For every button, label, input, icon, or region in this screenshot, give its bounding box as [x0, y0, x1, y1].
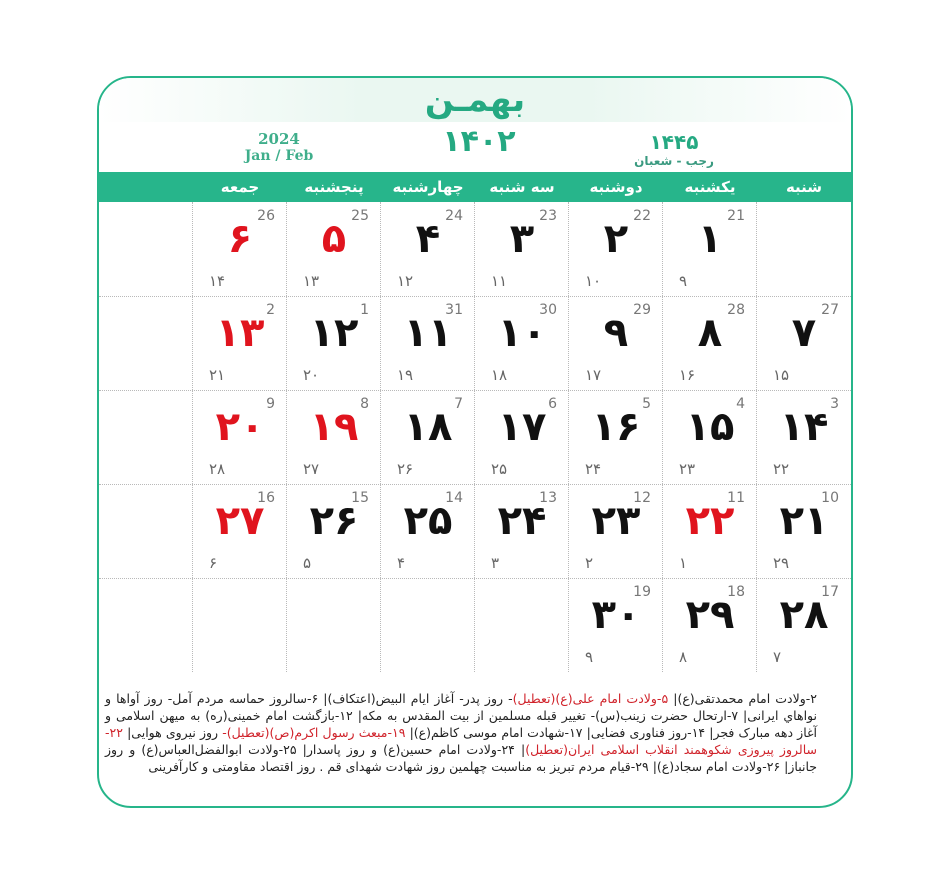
hijri-day: ۲۱ — [209, 366, 226, 384]
day-number: ۳۰ — [591, 592, 641, 638]
day-number: ۱۵ — [685, 404, 735, 450]
gregorian-day: 21 — [727, 208, 745, 224]
holiday-day-number: ۲۲ — [685, 498, 735, 544]
day-cell — [475, 296, 569, 390]
month-title: بهمـن — [424, 80, 526, 120]
gregorian-day: 6 — [548, 396, 557, 412]
gregorian-day: 22 — [633, 208, 651, 224]
hijri-day: ۱۰ — [585, 272, 602, 290]
gregorian-day: 13 — [539, 490, 557, 506]
day-number: ۸ — [697, 310, 723, 356]
gregorian-day: 31 — [445, 302, 463, 318]
day-cell — [287, 296, 381, 390]
hijri-day: ۹ — [585, 648, 594, 666]
holiday-day-number: ۶ — [227, 216, 253, 262]
calendar-card — [97, 76, 853, 808]
hijri-header — [619, 130, 729, 168]
day-number: ۲ — [603, 216, 629, 262]
day-cell — [757, 484, 851, 578]
day-number: ۲۱ — [779, 498, 829, 544]
gregorian-day: 29 — [633, 302, 651, 318]
hijri-day: ۱۸ — [491, 366, 508, 384]
day-number: ۳ — [509, 216, 535, 262]
gregorian-year: 2024 — [258, 130, 300, 148]
gregorian-day: 16 — [257, 490, 275, 506]
gregorian-day: 27 — [821, 302, 839, 318]
day-cell — [757, 390, 851, 484]
day-cell — [569, 202, 663, 296]
hijri-day: ۵ — [303, 554, 312, 572]
gregorian-day: 9 — [266, 396, 275, 412]
day-number: ۲۹ — [685, 592, 735, 638]
day-cell — [757, 578, 851, 672]
hijri-day: ۳ — [491, 554, 500, 572]
gregorian-day: 25 — [351, 208, 369, 224]
hijri-day: ۴ — [397, 554, 406, 572]
day-number: ۲۴ — [497, 498, 547, 544]
gregorian-day: 11 — [727, 490, 745, 506]
day-number: ۲۸ — [779, 592, 829, 638]
gregorian-day: 28 — [727, 302, 745, 318]
day-number: ۱۸ — [403, 404, 453, 450]
day-number: ۱۲ — [309, 310, 359, 356]
gregorian-day: 4 — [736, 396, 745, 412]
hijri-day: ۱۷ — [585, 366, 602, 384]
day-grid — [99, 202, 851, 672]
holiday-note: ۱۹-مبعث رسول اکرم(ص)(تعطیل)- — [222, 725, 406, 740]
holiday-note: ۲۲-سالروز پیروزی شکوهمند انقلاب اسلامی ایران(تعطیل) — [105, 725, 817, 757]
gregorian-day: 17 — [821, 584, 839, 600]
weekday-saturday: شنبه — [785, 178, 823, 196]
hijri-year: ۱۴۴۵ — [649, 130, 699, 154]
hijri-day: ۲ — [585, 554, 594, 572]
day-number: ۴ — [415, 216, 441, 262]
hijri-day: ۲۷ — [303, 460, 320, 478]
gregorian-day: 1 — [360, 302, 369, 318]
day-cell — [663, 296, 757, 390]
day-number: ۱۰ — [497, 310, 547, 356]
holiday-note: ۵-ولادت امام علی(ع)(تعطیل) — [512, 691, 669, 706]
shamsi-year: ۱۴۰۲ — [442, 124, 516, 159]
hijri-day: ۲۰ — [303, 366, 320, 384]
gregorian-day: 14 — [445, 490, 463, 506]
day-cell — [193, 484, 287, 578]
hijri-day: ۲۲ — [773, 460, 790, 478]
day-cell — [569, 578, 663, 672]
holiday-day-number: ۵ — [321, 216, 347, 262]
hijri-months: رجب - شعبان — [634, 154, 714, 168]
day-cell — [757, 296, 851, 390]
weekday-sunday: یکشنبه — [684, 178, 736, 196]
hijri-day: ۶ — [209, 554, 218, 572]
hijri-day: ۹ — [679, 272, 688, 290]
weekday-monday: دوشنبه — [589, 178, 643, 196]
gregorian-day: 2 — [266, 302, 275, 318]
hijri-day: ۲۵ — [491, 460, 508, 478]
hijri-day: ۲۸ — [209, 460, 226, 478]
day-cell — [569, 484, 663, 578]
hijri-day: ۱ — [679, 554, 688, 572]
hijri-day: ۲۶ — [397, 460, 414, 478]
gregorian-day: 30 — [539, 302, 557, 318]
holiday-day-number: ۲۰ — [215, 404, 265, 450]
day-number: ۲۵ — [403, 498, 453, 544]
hijri-day: ۸ — [679, 648, 688, 666]
occasion-note: | ۲۴-ولادت امام حسین(ع) و روز پاسدار| ۲۵-ولادت ابوالفضل‌العباس(ع) و روز جانباز| ۲۶-ولادت امام سجاد(ع)| ۲۹-قیام مردم تبریز به مناسبت چهلمین روز شهادت شهدای قم . روز اقتصاد مقاومتی و کارآفرینی — [105, 742, 817, 774]
day-cell — [193, 296, 287, 390]
day-cell — [475, 390, 569, 484]
hijri-day: ۲۴ — [585, 460, 602, 478]
day-number: ۱ — [697, 216, 723, 262]
day-cell — [569, 390, 663, 484]
occasion-note: - روز پدر- آغاز ایام البیض(اعتکاف)| ۶-سالروز حماسه مردم آمل- روز آواها و نواهاي ایرانی| ۷-ارتحال حضرت زینب(س)- تغییر قبله مسلمین از بیت المقدس به مکه| ۱۲-بازگشت امام خمینی(ره) به میهن اسلامی و آغاز دهه مبارک فجر| ۱۴-روز فناوری فضایی| ۱۷-شهادت امام موسی کاظم(ع)| — [105, 691, 818, 740]
hijri-day: ۱۶ — [679, 366, 696, 384]
day-cell — [381, 390, 475, 484]
occasions-notes — [105, 690, 817, 775]
hijri-day: ۱۲ — [397, 272, 414, 290]
day-cell — [381, 296, 475, 390]
hijri-day: ۱۴ — [209, 272, 226, 290]
day-cell — [569, 296, 663, 390]
gregorian-day: 7 — [454, 396, 463, 412]
day-number: ۹ — [603, 310, 629, 356]
gregorian-day: 8 — [360, 396, 369, 412]
day-cell — [381, 202, 475, 296]
gregorian-day: 12 — [633, 490, 651, 506]
weekday-thursday: پنجشنبه — [304, 178, 364, 196]
hijri-day: ۲۹ — [773, 554, 790, 572]
day-number: ۲۳ — [591, 498, 641, 544]
day-cell — [193, 390, 287, 484]
gregorian-header — [219, 130, 339, 164]
day-cell — [381, 484, 475, 578]
gregorian-day: 3 — [830, 396, 839, 412]
weekday-friday: جمعه — [220, 178, 260, 196]
day-cell — [193, 202, 287, 296]
hijri-day: ۱۵ — [773, 366, 790, 384]
gregorian-day: 5 — [642, 396, 651, 412]
day-cell — [663, 484, 757, 578]
day-cell — [663, 390, 757, 484]
gregorian-day: 26 — [257, 208, 275, 224]
day-number: ۷ — [791, 310, 817, 356]
holiday-day-number: ۱۹ — [309, 404, 359, 450]
occasion-note: ۲-ولادت امام محمدتقی(ع)| — [668, 691, 818, 706]
day-number: ۲۶ — [309, 498, 359, 544]
weekday-wednesday: چهارشنبه — [392, 178, 464, 196]
day-cell — [663, 202, 757, 296]
day-cell — [475, 202, 569, 296]
gregorian-months: Jan / Feb — [244, 148, 314, 164]
gregorian-day: 15 — [351, 490, 369, 506]
day-cell — [663, 578, 757, 672]
day-number: ۱۴ — [779, 404, 829, 450]
hijri-day: ۷ — [773, 648, 782, 666]
day-cell — [287, 202, 381, 296]
day-number: ۱۱ — [403, 310, 453, 356]
day-cell — [475, 484, 569, 578]
gregorian-day: 19 — [633, 584, 651, 600]
day-number: ۱۶ — [591, 404, 641, 450]
day-number: ۱۷ — [497, 404, 547, 450]
hijri-day: ۱۹ — [397, 366, 414, 384]
hijri-day: ۱۱ — [491, 272, 508, 290]
gregorian-day: 10 — [821, 490, 839, 506]
hijri-day: ۱۳ — [303, 272, 320, 290]
gregorian-day: 18 — [727, 584, 745, 600]
occasion-note: روز نیروی هوایی| — [122, 725, 223, 740]
gregorian-day: 24 — [445, 208, 463, 224]
holiday-day-number: ۱۳ — [215, 310, 265, 356]
hijri-day: ۲۳ — [679, 460, 696, 478]
day-cell — [287, 390, 381, 484]
day-cell — [287, 484, 381, 578]
gregorian-day: 23 — [539, 208, 557, 224]
holiday-day-number: ۲۷ — [215, 498, 265, 544]
weekday-bar — [99, 172, 851, 202]
weekday-tuesday: سه شنبه — [489, 178, 555, 196]
